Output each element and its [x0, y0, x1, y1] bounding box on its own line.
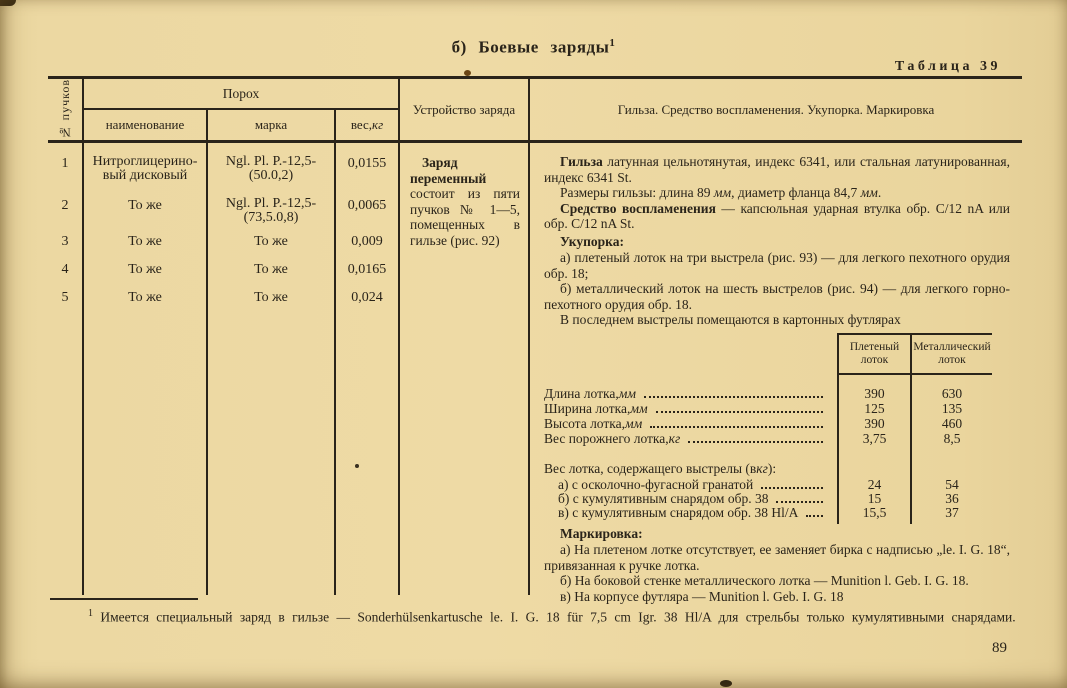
tray-value-wicker: 15	[837, 492, 910, 506]
column-powder-names	[84, 143, 208, 595]
page-number: 89	[992, 640, 1007, 656]
title-footnote-mark: 1	[609, 37, 616, 49]
table-row-num: 1	[61, 156, 69, 171]
tray-row-label: Вес лотка, содержащего выстрелы (в кг ):	[544, 460, 777, 476]
charges-table	[48, 76, 1022, 604]
footnote-mark: 1	[88, 608, 93, 619]
table-row-mark: Ngl. Pl. P.-12,5- (50.0,2)	[225, 154, 317, 183]
packing-note: В последнем выстрелы помещаются в картонных футлярах	[560, 312, 901, 327]
header-case-primer-packing-marking: Гильза. Средство воспламенения. Укупорка. Маркировка	[530, 79, 1022, 143]
paper-speck	[720, 680, 732, 687]
page-title-text: б) Боевые заряды	[451, 37, 610, 57]
tray-value-wicker	[837, 462, 910, 478]
header-powder-group: Порох	[84, 79, 400, 110]
marking-item-a: а) На плетеном лотке отсутствует, ее заменяет бирка с надписью „le. I. G. 18“, привязанная к ручке лотка.	[544, 542, 1010, 573]
tray-row-label: Длина лотка, мм	[544, 387, 837, 402]
tray-value-metal: 460	[910, 417, 992, 432]
tray-row-label: в) с кумулятивным снарядом обр. 38 Hl/A	[544, 506, 837, 520]
packing-heading: Укупорка:	[560, 233, 624, 249]
tray-row-label: Высота лотка, мм	[544, 417, 837, 432]
dotted-leader	[656, 411, 823, 413]
marking-heading: Маркировка:	[560, 525, 643, 541]
footnote-text: $^1$ Имеется специальный заряд в гильзе — Sonderhülsenkartusche le. I. G. 18 für 7,5 cm Igr. 38 Hl/A для стрельбы только кумулятивными снарядами.	[88, 608, 1016, 625]
dotted-leader	[776, 501, 823, 503]
tray-value-wicker: 15,5	[837, 506, 910, 520]
table-row-weight: 0,009	[351, 234, 383, 249]
column-bundle-numbers	[48, 143, 84, 595]
table-row-name: То же	[128, 198, 162, 213]
table-row-weight: 0,0155	[347, 156, 387, 171]
packing-item-b: б) металлический лоток на шесть выстрелов (рис. 94) — для легкого горно-пехотного орудия обр. 18.	[544, 281, 1010, 312]
marking-item-b: б) На боковой стенке металлического лотка — Munition l. Geb. I. G. 18.	[560, 573, 969, 588]
case-dimensions-paragraph: Размеры гильзы: длина 89 мм, диаметр фланца 84,7 мм.	[560, 185, 882, 200]
tray-row-label: а) с осколочно-фугасной гранатой	[544, 478, 837, 492]
case-paragraph: Гильза латунная цельнотянутая, индекс 6341, или стальная латунированная, индекс 6341 St.	[544, 154, 1010, 185]
header-powder-weight: вес, кг	[336, 110, 400, 143]
table-row-name: То же	[128, 262, 162, 277]
packing-item-a: а) плетеный лоток на три выстрела (рис. 93) — для легкого пехотного орудия обр. 18;	[544, 250, 1010, 281]
tray-row-label: б) с кумулятивным снарядом обр. 38	[544, 492, 837, 506]
tray-value-wicker: 3,75	[837, 432, 910, 448]
dotted-leader	[650, 426, 823, 428]
table-row-weight: 0,0165	[347, 262, 387, 277]
table-row-weight: 0,024	[351, 290, 383, 305]
paper-corner-mark	[0, 0, 16, 6]
table-row-num: 2	[61, 198, 69, 213]
dotted-leader	[761, 487, 823, 489]
table-row-num: 3	[61, 234, 69, 249]
primer-paragraph: Средство воспламенения — капсюльная ударная втулка обр. C/12 nA или обр. C/12 nA St.	[544, 200, 1010, 231]
tray-value-metal: 54	[910, 478, 992, 492]
tray-row-label: Ширина лотка, мм	[544, 402, 837, 417]
tray-table	[544, 333, 1010, 524]
table-row-num: 4	[61, 262, 69, 277]
tray-value-metal: 37	[910, 506, 992, 520]
footnote	[30, 598, 1036, 626]
tray-value-metal: 630	[910, 387, 992, 402]
tray-header-metal: Металлический лоток	[910, 333, 992, 375]
footnote-rule	[50, 598, 198, 600]
header-powder-mark: марка	[208, 110, 336, 143]
dotted-leader	[644, 396, 823, 398]
tray-value-wicker: 390	[837, 387, 910, 402]
column-powder-weights	[336, 143, 400, 595]
column-charge-arrangement	[400, 143, 530, 595]
tray-header-wicker: Плетеный лоток	[837, 333, 910, 375]
tray-value-metal: 36	[910, 492, 992, 506]
page-title	[0, 37, 1067, 58]
header-charge-arrangement: Устройство заряда	[400, 79, 530, 143]
marking-item-c: в) На корпусе футляра — Munition l. Geb. I. G. 18	[560, 588, 844, 604]
table-row-mark: Ngl. Pl. P.-12,5- (73,5.0,8)	[225, 196, 317, 225]
table-row-name: То же	[128, 234, 162, 249]
charge-arrangement-text: Заряд переменный состоит из пяти пучков № 1—5, помещенных в гильзе (рис. 92)	[410, 155, 520, 248]
column-case-primer-packing-marking	[530, 143, 1022, 604]
table-row-name: То же	[128, 290, 162, 305]
tray-row-label: Вес порожнего лотка, кг	[544, 432, 837, 448]
tray-value-metal: 8,5	[910, 432, 992, 448]
table-row-mark: То же	[254, 262, 288, 277]
tray-value-wicker: 24	[837, 478, 910, 492]
dotted-leader	[806, 515, 823, 517]
table-row-name: Нитроглицерино- вый дисковый	[92, 154, 198, 183]
table-row-mark: То же	[254, 234, 288, 249]
tray-value-wicker: 390	[837, 417, 910, 432]
tray-value-metal	[910, 462, 992, 478]
header-bundle-number: № пучков	[48, 79, 84, 143]
header-powder-name: наименование	[84, 110, 208, 143]
table-row-num: 5	[61, 290, 69, 305]
table-row-weight: 0,0065	[347, 198, 387, 213]
table-caption: Таблица 39	[894, 59, 1001, 74]
table-row-mark: То же	[254, 290, 288, 305]
column-powder-marks	[208, 143, 336, 595]
tray-value-metal: 135	[910, 402, 992, 417]
dotted-leader	[688, 441, 823, 443]
tray-value-wicker: 125	[837, 402, 910, 417]
